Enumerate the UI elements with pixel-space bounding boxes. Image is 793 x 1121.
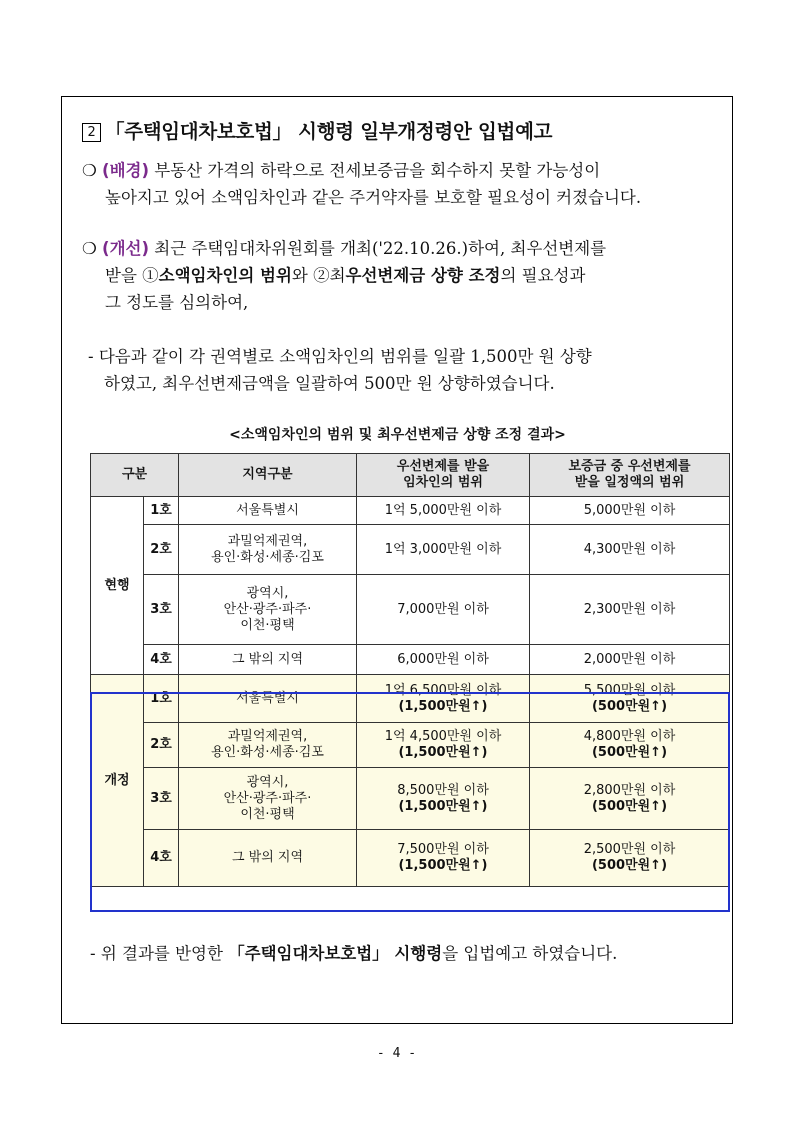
footer-text: 을 입법예고 하였습니다. [442,944,618,963]
table-row [91,525,730,575]
header-amount-line2: 받을 일정액의 범위 [574,475,685,490]
revision-tag: (개선) [102,239,150,258]
section-number: 2 [82,123,101,142]
amount-cell: 2,000만원 이하 [530,645,730,675]
text: 와 ②최 [291,266,346,285]
region-cell: 그 밖의 지역 [179,645,357,675]
region-cell: 서울특별시 [179,497,357,525]
range-increase: (1,500만원↑) [398,798,488,814]
range-value: 1억 6,500만원 이하 [384,682,502,698]
header-range-line1: 우선변제를 받을 [396,459,490,474]
region-cell: 서울특별시 [179,675,357,723]
section-title-text: 「주택임대차보호법」 시행령 일부개정령안 입법예고 [105,120,553,143]
range-cell [357,723,530,768]
range-value: 8,500만원 이하 [397,782,489,798]
amount-value: 2,800만원 이하 [583,782,676,798]
table-header-row [91,454,730,497]
amount-value: 4,800만원 이하 [583,729,676,744]
amount-value: 2,500만원 이하 [583,842,676,857]
range-increase: (1,500만원↑) [398,698,488,714]
detail-paragraph [88,343,728,397]
row-number: 3호 [144,575,179,645]
region-cell: 과밀억제권역, 용인·화성·세종·김포 [179,525,357,575]
amount-value: 5,500만원 이하 [583,682,676,698]
footer-text: - 위 결과를 반영한 [90,944,229,963]
text: 받을 ① [105,266,159,285]
region-cell: 과밀억제권역, 용인·화성·세종·김포 [179,723,357,768]
range-cell [357,675,530,723]
table-row [91,830,730,887]
range-cell [357,768,530,830]
header-range-line2: 임차인의 범위 [403,475,483,490]
row-number: 1호 [144,497,179,525]
background-paragraph [82,157,722,211]
revision-line1: 최근 주택임대차위원회를 개최('22.10.26.)하여, 최우선변제를 [149,239,607,258]
range-increase: (1,500만원↑) [398,745,488,760]
row-number: 4호 [144,645,179,675]
group-current: 현행 [91,497,144,675]
amount-increase: (500만원↑) [591,745,668,760]
range-cell: 6,000만원 이하 [357,645,530,675]
amount-cell: 4,300만원 이하 [530,525,730,575]
header-range [357,454,530,497]
section-title [82,116,552,144]
table-row [91,497,730,525]
header-region: 지역구분 [179,454,357,497]
region-cell: 그 밖의 지역 [179,830,357,887]
background-tag: (배경) [102,161,150,180]
amount-increase: (500만원↑) [591,858,668,873]
row-number: 3호 [144,768,179,830]
amount-cell [530,723,730,768]
amount-cell: 2,300만원 이하 [530,575,730,645]
table-row [91,675,730,723]
emphasis: 우선변제금 상향 조정 [345,266,501,285]
amount-cell: 5,000만원 이하 [530,497,730,525]
amount-increase: (500만원↑) [591,798,668,814]
row-number: 2호 [144,525,179,575]
background-line1: 부동산 가격의 하락으로 전세보증금을 회수하지 못할 가능성이 [149,161,601,180]
group-revised: 개정 [91,675,144,887]
header-amount-line1: 보증금 중 우선변제를 [568,459,691,474]
table-caption: <소액임차인의 범위 및 최우선변제금 상향 조정 결과> [229,427,566,443]
table-row [91,723,730,768]
range-cell: 1억 3,000만원 이하 [357,525,530,575]
amount-cell [530,830,730,887]
row-number: 2호 [144,723,179,768]
header-amount [530,454,730,497]
bullet: ❍ [82,161,97,180]
region-cell: 광역시, 안산·광주·파주· 이천·평택 [179,768,357,830]
background-line2: 높아지고 있어 소액임차인과 같은 주거약자를 보호할 필요성이 커졌습니다. [105,188,642,207]
range-cell: 1억 5,000만원 이하 [357,497,530,525]
row-number: 1호 [144,675,179,723]
table-row [91,575,730,645]
detail-line2: 하였고, 최우선변제금액을 일괄하여 500만 원 상향하였습니다. [104,374,555,393]
table-row [91,768,730,830]
bullet: ❍ [82,239,97,258]
results-table [90,453,730,887]
revision-line2 [82,262,722,289]
range-value: 7,500만원 이하 [397,842,489,857]
footer-emphasis: 「주택임대차보호법」 시행령 [228,944,443,963]
table-row [91,645,730,675]
amount-increase: (500만원↑) [591,698,668,714]
amount-cell [530,675,730,723]
revision-line3: 그 정도를 심의하여, [105,293,249,312]
range-increase: (1,500만원↑) [398,858,488,873]
text: 의 필요성과 [500,266,586,285]
region-cell: 광역시, 안산·광주·파주· 이천·평택 [179,575,357,645]
revision-paragraph [82,235,722,316]
emphasis: 소액임차인의 범위 [158,266,292,285]
page-number: - 4 - [376,1046,417,1061]
detail-line1: - 다음과 같이 각 권역별로 소액임차인의 범위를 일괄 1,500만 원 상향 [88,347,592,366]
footer-note [90,940,617,964]
range-cell: 7,000만원 이하 [357,575,530,645]
range-cell [357,830,530,887]
header-category: 구분 [91,454,179,497]
range-value: 1억 4,500만원 이하 [384,729,502,744]
row-number: 4호 [144,830,179,887]
amount-cell [530,768,730,830]
